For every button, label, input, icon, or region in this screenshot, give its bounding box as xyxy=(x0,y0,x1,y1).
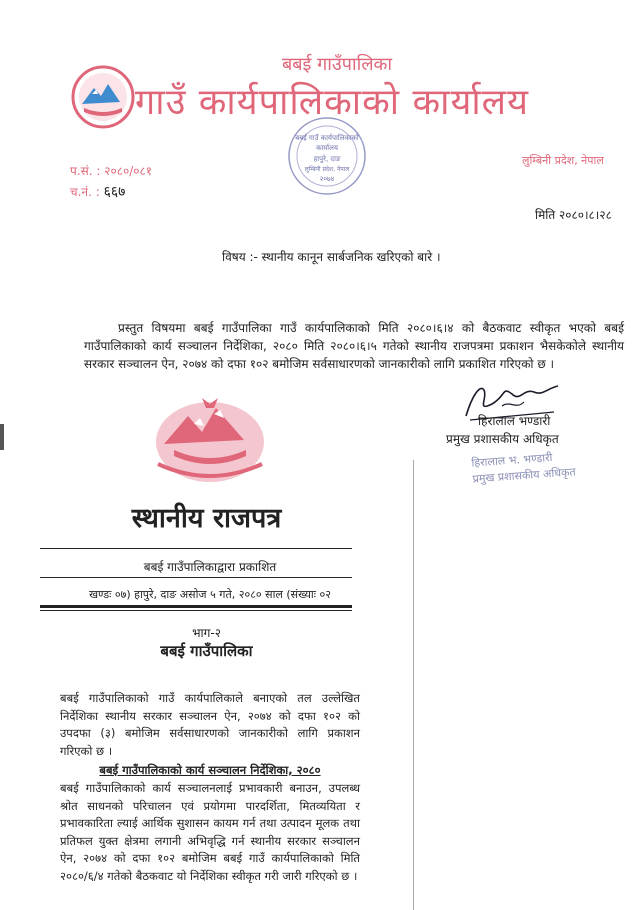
letter-date: मिति २०८०।८।२८ xyxy=(535,208,612,222)
office-stamp xyxy=(283,114,371,198)
ps-label: प.सं. : xyxy=(70,164,101,178)
subject-line: विषय :- स्थानीय कानून सार्बजनिक खरिएको बारे । xyxy=(222,250,441,264)
cn-number xyxy=(70,182,125,201)
name-stamp-line: हिरालाल भ. भण्डारी xyxy=(471,450,553,470)
published-by: बबई गाउँपालिकाद्वारा प्रकाशित xyxy=(143,560,277,574)
intro-paragraph: बबई गाउँपालिकाको गाउँ कार्यपालिकाले बनाएको तल उल्लेखित निर्देशिका स्थानीय सरकार सञ्चालन ऐन, २०७४ को दफा १०२ को उपदफा (३) बमोजिम सर्वसाधारणको जानकारीको लागि प्रकाशन गरिएको छ । xyxy=(60,691,360,758)
letter-body xyxy=(84,319,624,373)
stamp-line: बबई गाउँ कार्यपालिकाको xyxy=(295,134,359,142)
directive-body xyxy=(60,780,360,885)
stamp-line: २०७४ xyxy=(319,175,335,183)
province-label: लुम्बिनी प्रदेश, नेपाल xyxy=(522,154,604,167)
directive-title: बबई गाउँपालिकाको कार्य सञ्चालन निर्देशिका, २०८० xyxy=(99,763,321,777)
directive-paragraph: बबई गाउँपालिकाको कार्य सञ्चालनलाई प्रभावकारी बनाउन, उपलब्ध श्रोत साधनको परिचालन एवं प्रयोगमा पारदर्शिता, मितव्ययिता र प्रभावकारिता ल्याई आर्थिक सुशासन कायम गर्न तथा उत्पादन मूलक तथा प्रतिफल युक्त क्षेत्रमा लगानी अभिवृद्धि गर्न स्थानीय सरकार सञ्चालन ऐन, २०७४ को दफा १०२ बमोजिम बबई गाउँ कार्यपालिकाको मिति २०८०/६/४ गतेको बैठकवाट यो निर्देशिका स्वीकृत गरी जारी गरिएको छ । xyxy=(60,781,360,883)
divider xyxy=(40,605,352,608)
page-edge-mark xyxy=(0,424,4,450)
name-stamp-line: प्रमुख प्रशासकीय अधिकृत xyxy=(472,465,577,486)
gazette-part: भाग-२ xyxy=(192,626,221,640)
stamp-line: लुम्बिनी प्रदेश, नेपाल xyxy=(304,166,350,173)
signatory-title: प्रमुख प्रशासकीय अधिकृत xyxy=(446,432,559,446)
name-stamp xyxy=(471,448,576,487)
gazette-emblem-icon xyxy=(144,394,276,486)
stamp-line: कार्यालय xyxy=(316,144,338,152)
divider xyxy=(40,610,352,611)
cn-value: ६६७ xyxy=(103,184,126,200)
gazette-intro xyxy=(60,690,360,760)
divider xyxy=(40,577,352,578)
nepal-emblem-icon xyxy=(70,64,136,130)
body-paragraph: प्रस्तुत विषयमा बबई गाउँपालिका गाउँ कार्यपालिकाको मिति २०८०।६।४ को बैठकवाट स्वीकृत भएको बबई गाउँपालिकाको कार्य सञ्चालन निर्देशिका, २०८० मिति २०८०।६।५ गतेको स्थानीय राजपत्रमा प्रकाशन भैसकेकोले स्थानीय सरकार सञ्चालन ऐन, २०७४ को दफा १०२ बमोजिम सर्वसाधारणको जानकारीको लागि प्रकाशित गरिएको छ । xyxy=(84,321,624,371)
ps-number xyxy=(70,162,152,179)
cn-label: च.नं. : xyxy=(70,185,100,199)
signatory-name: हिरालाल भण्डारी xyxy=(478,414,551,428)
stamp-line: हापुरे, दाङ xyxy=(313,155,341,163)
issue-info: खण्डः ०७) हापुरे, दाङ असोज ५ गते, २०८० साल (संख्याः ०२ xyxy=(89,588,331,601)
gazette-municipality: बबई गाउँपालिका xyxy=(160,642,253,660)
gazette-title: स्थानीय राजपत्र xyxy=(131,503,282,534)
office-title: गाउँ कार्यपालिकाको कार्यालय xyxy=(135,82,529,123)
clipping-edge xyxy=(413,460,414,910)
divider xyxy=(40,548,352,549)
ps-value: २०८०/०८१ xyxy=(104,164,152,178)
municipality-name: बबई गाउँपालिका xyxy=(282,54,393,75)
